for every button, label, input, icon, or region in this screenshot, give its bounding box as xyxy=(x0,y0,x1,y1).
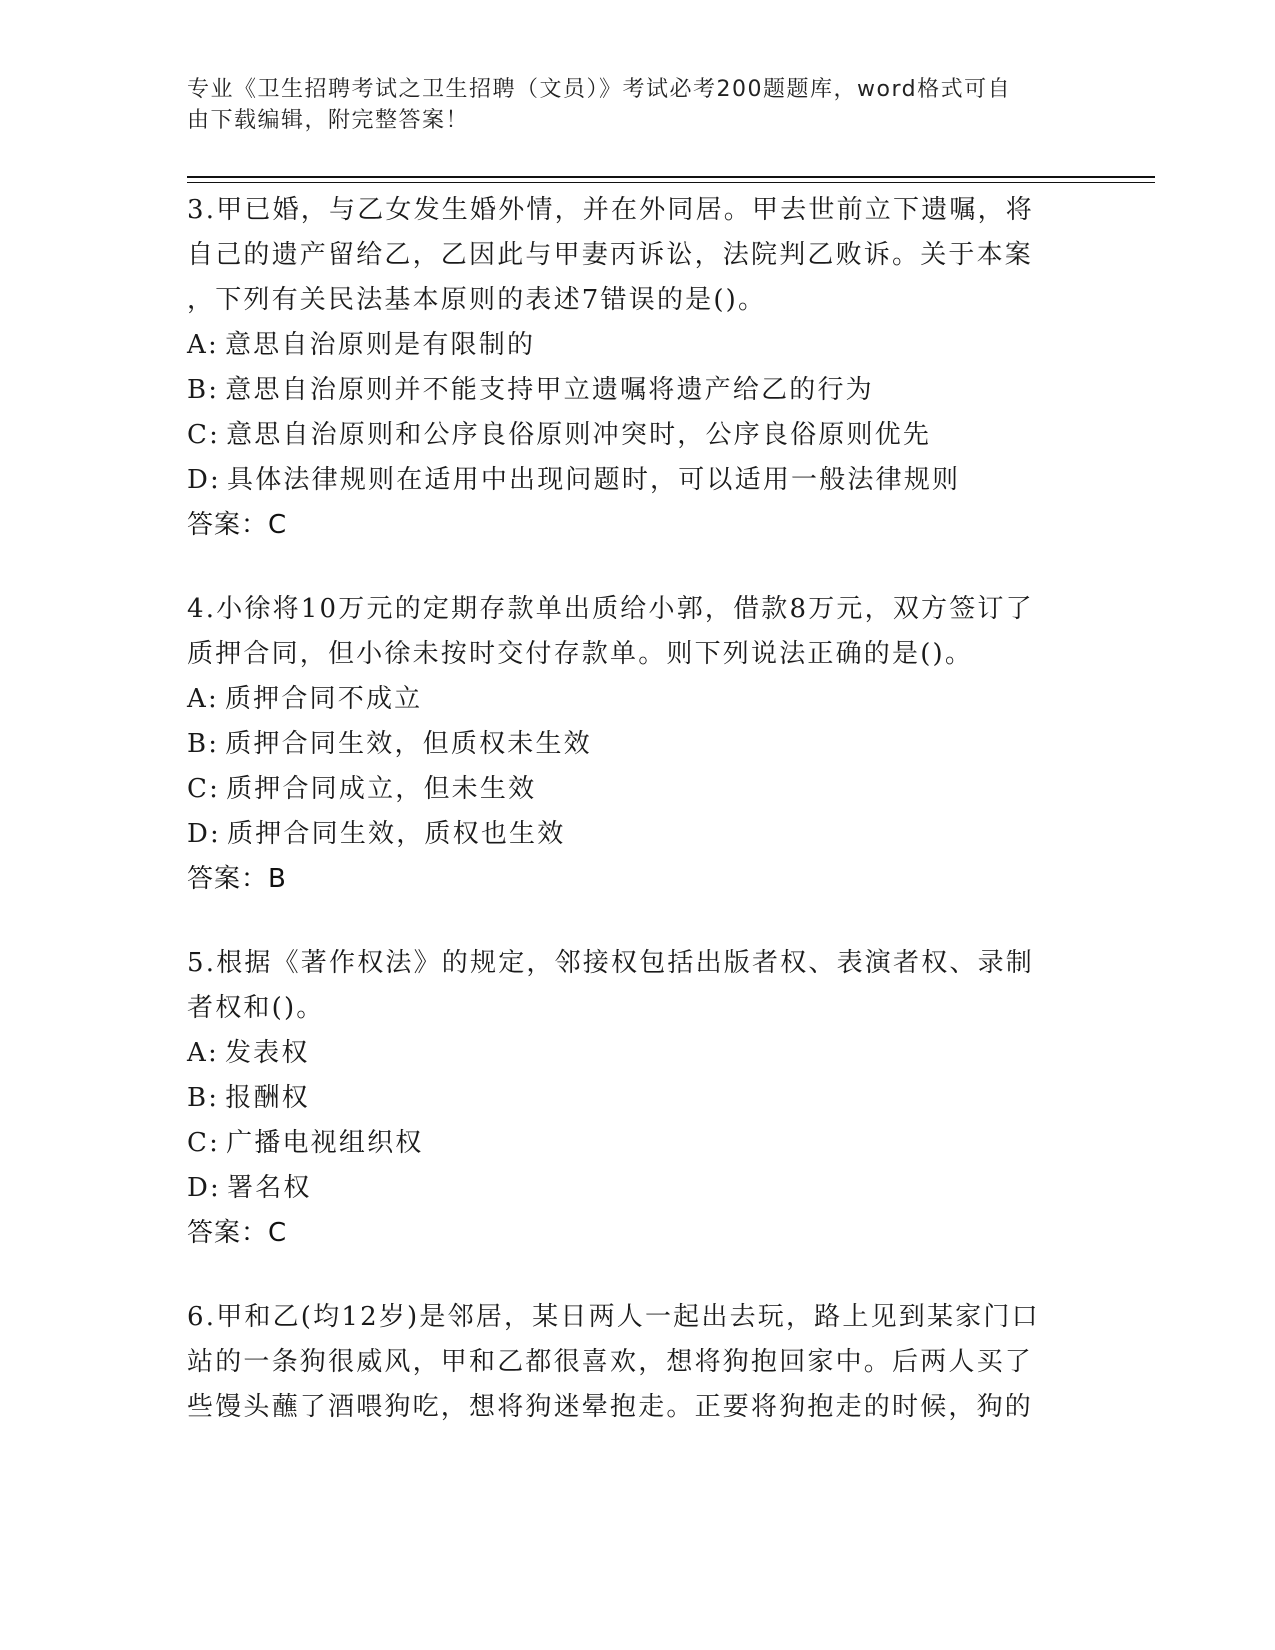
option-key: B: xyxy=(187,1083,220,1113)
option-key: D: xyxy=(187,465,222,495)
question-4 xyxy=(187,587,1067,902)
option-a xyxy=(187,1031,1067,1076)
option-d xyxy=(187,458,1067,503)
option-a xyxy=(187,323,1067,368)
option-key: B: xyxy=(187,729,220,759)
option-key: A: xyxy=(187,684,219,714)
option-d xyxy=(187,812,1067,857)
option-c xyxy=(187,413,1067,458)
option-key: C: xyxy=(187,420,221,450)
option-text: 意思自治原则和公序良俗原则冲突时，公序良俗原则优先 xyxy=(226,420,932,450)
option-text: 质押合同成立，但未生效 xyxy=(226,774,537,804)
question-stem-line: 站的一条狗很威风，甲和乙都很喜欢，想将狗抱回家中。后两人买了 xyxy=(187,1347,1034,1377)
question-stem-line: 自己的遗产留给乙，乙因此与甲妻丙诉讼，法院判乙败诉。关于本案 xyxy=(187,240,1034,270)
option-text: 报酬权 xyxy=(225,1083,310,1113)
question-stem-line: 些馒头蘸了酒喂狗吃，想将狗迷晕抱走。正要将狗抱走的时候，狗的 xyxy=(187,1392,1034,1422)
header-divider-thin xyxy=(187,182,1155,183)
question-stem-line: 5.根据《著作权法》的规定，邻接权包括出版者权、表演者权、录制 xyxy=(187,948,1035,978)
question-stem-line: 质押合同，但小徐未按时交付存款单。则下列说法正确的是()。 xyxy=(187,639,974,669)
option-c xyxy=(187,767,1067,812)
answer-line: 答案：C xyxy=(187,1218,288,1248)
option-c xyxy=(187,1121,1067,1166)
option-d xyxy=(187,1166,1067,1211)
question-3 xyxy=(187,188,1067,548)
question-stem-line: 3.甲已婚，与乙女发生婚外情，并在外同居。甲去世前立下遗嘱，将 xyxy=(187,195,1035,225)
option-key: C: xyxy=(187,774,221,804)
question-list xyxy=(187,188,1067,1469)
question-stem-line: ，下列有关民法基本原则的表述7错误的是()。 xyxy=(187,285,767,315)
answer-line: 答案：B xyxy=(187,864,287,894)
option-text: 质押合同不成立 xyxy=(224,684,423,714)
option-text: 质押合同生效，但质权未生效 xyxy=(225,729,592,759)
question-5 xyxy=(187,941,1067,1256)
option-text: 署名权 xyxy=(227,1173,312,1203)
option-text: 广播电视组织权 xyxy=(226,1128,424,1158)
option-text: 意思自治原则是有限制的 xyxy=(224,330,536,360)
option-key: D: xyxy=(187,1173,222,1203)
option-key: B: xyxy=(187,375,220,405)
option-text: 意思自治原则并不能支持甲立遗嘱将遗产给乙的行为 xyxy=(225,375,874,405)
option-b xyxy=(187,722,1067,767)
option-text: 质押合同生效，质权也生效 xyxy=(227,819,566,849)
option-key: A: xyxy=(187,330,219,360)
question-stem-line: 者权和()。 xyxy=(187,993,325,1023)
header-line-1: 专业《卫生招聘考试之卫生招聘（文员）》考试必考200题题库，word格式可自 xyxy=(187,77,1012,102)
question-stem-line: 4.小徐将10万元的定期存款单出质给小郭，借款8万元，双方签订了 xyxy=(187,594,1034,624)
header-divider-thick xyxy=(187,176,1155,178)
answer-line: 答案：C xyxy=(187,510,288,540)
option-key: D: xyxy=(187,819,222,849)
option-text: 具体法律规则在适用中出现问题时，可以适用一般法律规则 xyxy=(227,465,961,495)
option-b xyxy=(187,368,1067,413)
question-stem-line: 6.甲和乙(均12岁)是邻居，某日两人一起出去玩，路上见到某家门口 xyxy=(187,1302,1040,1332)
question-6 xyxy=(187,1295,1067,1430)
option-a xyxy=(187,677,1067,722)
option-key: C: xyxy=(187,1128,221,1158)
option-text: 发表权 xyxy=(224,1038,310,1068)
option-key: A: xyxy=(187,1038,219,1068)
header-line-2: 由下载编辑，附完整答案！ xyxy=(187,108,470,133)
option-b xyxy=(187,1076,1067,1121)
document-header xyxy=(187,74,1067,136)
